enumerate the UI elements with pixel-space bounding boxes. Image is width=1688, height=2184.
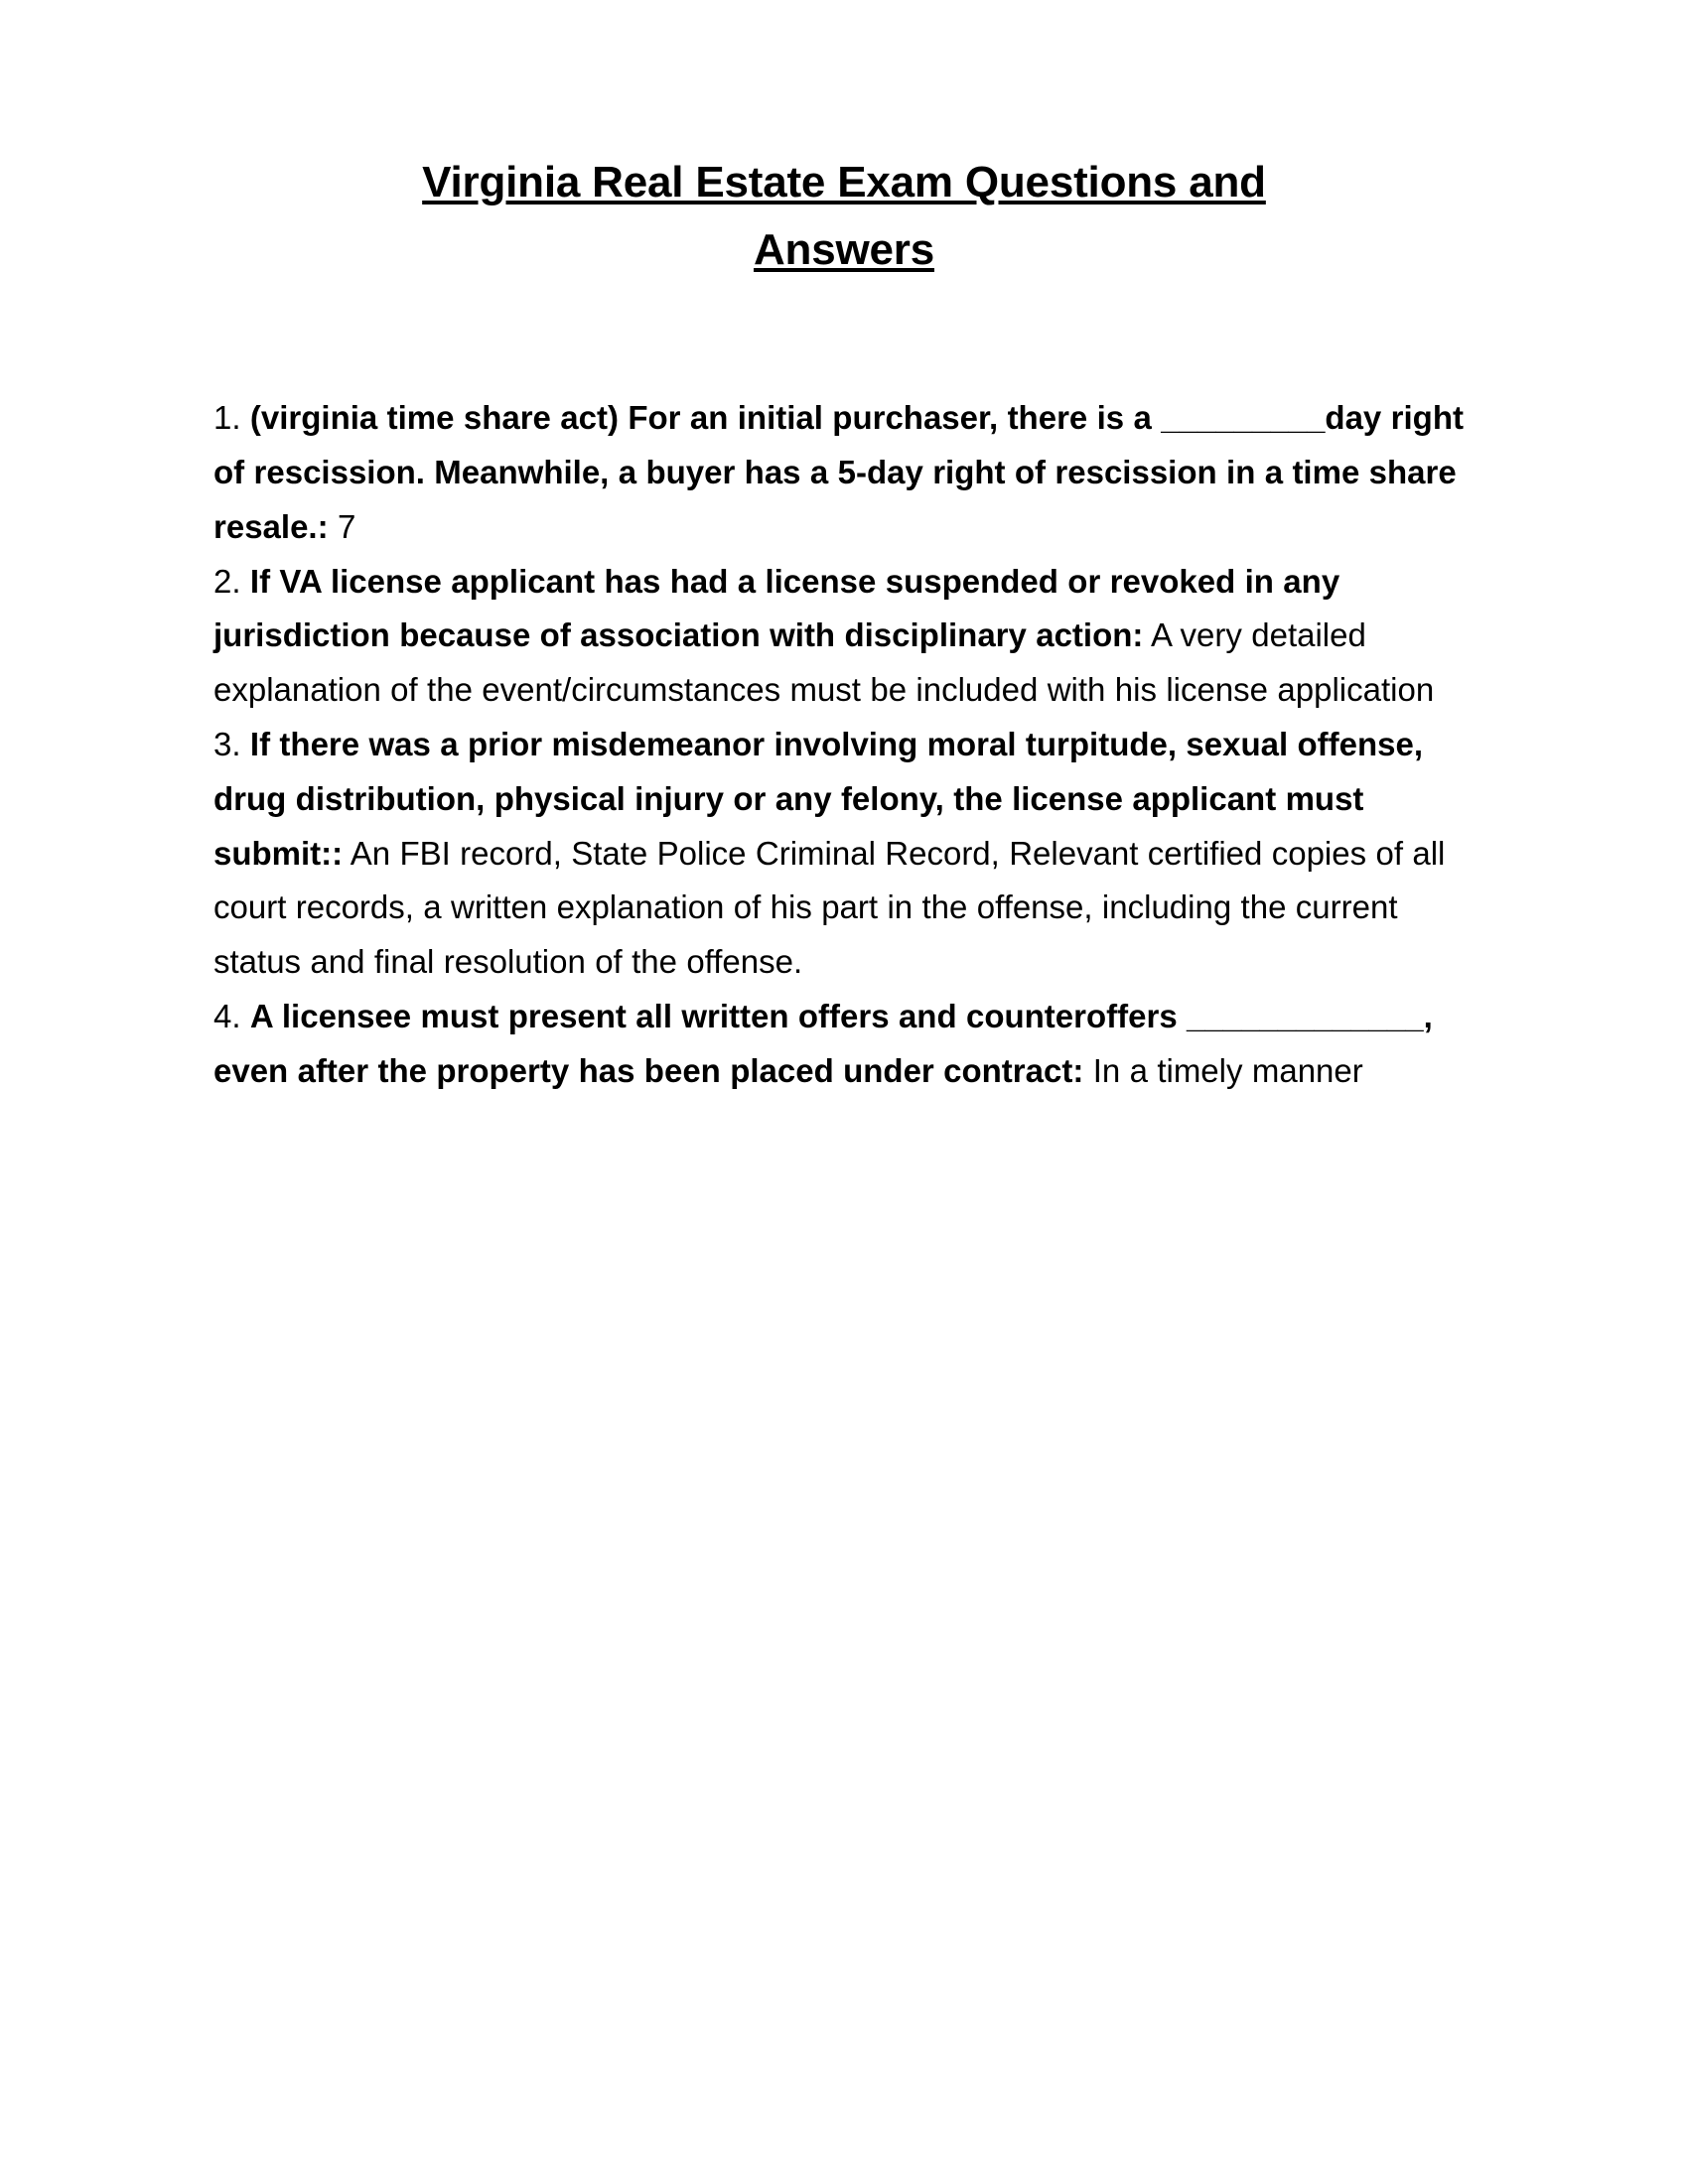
qa-question: (virginia time share act) For an initial purchaser, there is a _________day right of rescission. Meanwhile, a buyer has a 5-day right of rescission in a time share resale.: — [213, 399, 1464, 545]
qa-item — [213, 718, 1475, 990]
qa-answer: In a timely manner — [1092, 1051, 1363, 1089]
qa-question: If there was a prior misdemeanor involving moral turpitude, sexual offense, drug distribution, physical injury or any felony, the license applicant must submit:: — [213, 725, 1424, 872]
qa-item — [213, 391, 1475, 554]
qa-question: A licensee must present all written offers and counteroffers _____________, even after the property has been placed under contract: — [213, 997, 1433, 1089]
qa-number: 4. — [213, 997, 241, 1034]
qa-list — [213, 391, 1475, 1098]
qa-item — [213, 990, 1475, 1099]
qa-question: If VA license applicant has had a license suspended or revoked in any jurisdiction because of association with disciplinary action: — [213, 562, 1340, 654]
qa-number: 3. — [213, 725, 241, 762]
qa-number: 1. — [213, 399, 241, 437]
qa-number: 2. — [213, 562, 241, 600]
qa-answer: 7 — [337, 507, 356, 545]
qa-answer: An FBI record, State Police Criminal Record, Relevant certified copies of all court records, a written explanation of his part in the offense, including the current status and final resolution of the offense. — [213, 834, 1446, 981]
title-body-spacer — [213, 284, 1475, 391]
page-title-line-1: Virginia Real Estate Exam Questions and — [422, 158, 1266, 206]
qa-answer: A very detailed explanation of the event/circumstances must be included with his license application — [213, 616, 1435, 709]
page-title — [213, 149, 1475, 284]
qa-item — [213, 555, 1475, 718]
page-title-line-2: Answers — [753, 225, 934, 275]
